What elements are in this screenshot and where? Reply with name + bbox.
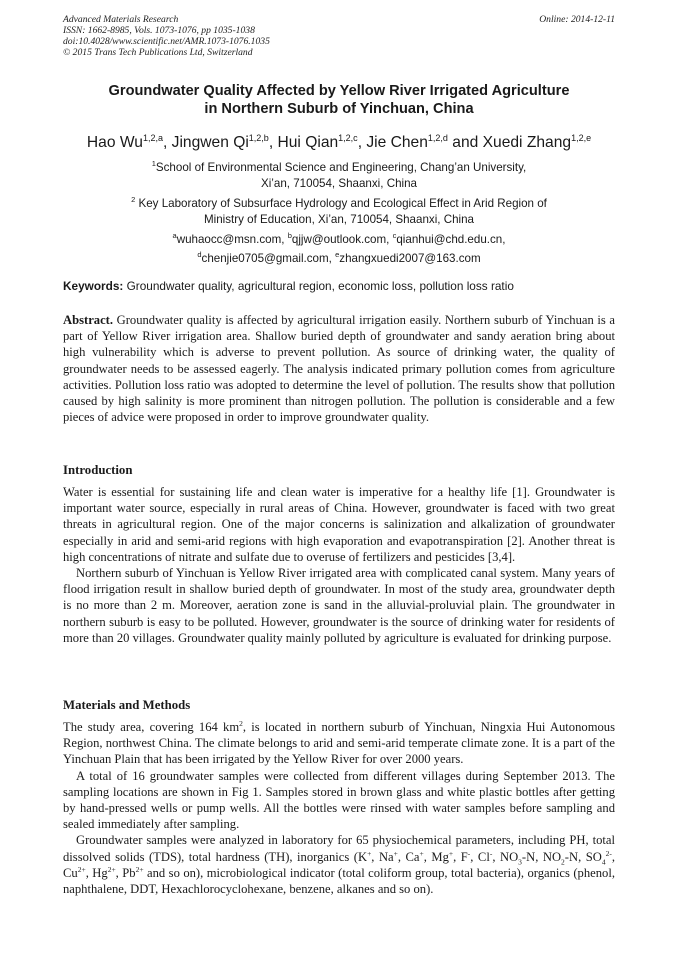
introduction-body bbox=[63, 484, 615, 646]
paper-title bbox=[40, 82, 638, 118]
affiliation-2 bbox=[60, 192, 618, 228]
author-name: Xuedi Zhang bbox=[482, 134, 572, 152]
author-emails: $^a$wuhaocc@msn.com, $^b$qjjw@outlook.com, $^c$qianhui@chd.edu.cn, $^d$chenjie0705@gmail.com, $^e$zhangxuedi2007@163.com bbox=[172, 231, 506, 266]
paragraph: The study area, covering 164 $km^2$, is located in northern suburb of Yinchuan, Ningxia Hui Autonomous Region, northwest China. The climate belongs to arid and semi-arid temperate climate zone. It is a part of the Yinchuan Plain that has been irrigated by the Yellow River for over 2000 years. bbox=[63, 718, 615, 767]
doi-line: doi:10.4028/www.scientific.net/AMR.1073-1076.1035 bbox=[63, 36, 270, 47]
author-affil-sup: 1,2,e bbox=[571, 133, 592, 143]
keywords-line bbox=[63, 278, 615, 294]
paragraph: Water is essential for sustaining life and clean water is imperative for a healthy life [1]. Groundwater is important water source, especially in rural areas of China. However, groundwater is faced with two great threats in agricultural region. One of the major concerns is salinization and alkalization of groundwater especially in arid and semi-arid regions with high evaporation and evapotranspiration [2]. Another threat is high concentrations of nitrate and sulfate due to overuse of fertilizers and pesticides [3,4]. bbox=[63, 485, 615, 564]
online-date: Online: 2014-12-11 bbox=[539, 14, 615, 25]
author-name: Jingwen Qi bbox=[171, 134, 249, 152]
abstract-label: Abstract. bbox=[63, 313, 114, 327]
author-list bbox=[30, 128, 648, 153]
issn-line: ISSN: 1662-8985, Vols. 1073-1076, pp 1035-1038 bbox=[63, 25, 255, 36]
section-heading-methods: Materials and Methods bbox=[63, 698, 191, 712]
affiliation-text: Xi’an, 710054, Shaanxi, China bbox=[261, 176, 417, 190]
keywords-label: Keywords: bbox=[63, 279, 124, 293]
email-link[interactable]: zhangxuedi2007@163.com bbox=[339, 252, 481, 266]
methods-body bbox=[63, 719, 615, 897]
author-separator: , bbox=[162, 134, 172, 152]
paragraph: Northern suburb of Yinchuan is Yellow River irrigated area with complicated canal system. Many years of flood irrigation result in shallow buried depth of groundwater. In most of the study area, groundwater depth is no more than 2 m. Moreover, aeration zone is sand in the alluvial-proluvial plain. The groundwater in northern suburb is easy to be polluted. However, groundwater is the source of drinking water for residents of more than 20 villages. Groundwater quality mainly polluted by agriculture is evaluated for drinking purpose. bbox=[63, 566, 615, 645]
author-name: Jie Chen bbox=[366, 134, 428, 152]
author-name: Hao Wu bbox=[86, 134, 143, 152]
author-separator: , bbox=[268, 134, 278, 152]
author-affil-sup: 1,2,d bbox=[427, 133, 448, 143]
author-affil-sup: 1,2,c bbox=[338, 133, 358, 143]
title-line-2: in Northern Suburb of Yinchuan, China bbox=[204, 101, 474, 117]
author-separator: , bbox=[357, 134, 367, 152]
author-affil-sup: 1,2,a bbox=[142, 133, 163, 143]
paragraph: A total of 16 groundwater samples were collected from different villages during September 2013. The sampling locations are shown in Fig 1. Samples stored in brown glass and white plastic bottles after getting by hand-pressed wells or pump wells. All the bottles were rinsed with water samples before sampling and sealed immediately after sampling. bbox=[63, 768, 615, 832]
email-link[interactable]: wuhaocc@msn.com, bbox=[176, 232, 285, 246]
keywords-text: Groundwater quality, agricultural region, economic loss, pollution loss ratio bbox=[123, 279, 514, 293]
affiliation-text: Ministry of Education, Xi’an, 710054, Shaanxi, China bbox=[203, 212, 475, 226]
affiliation-text: School of Environmental Science and Engineering, Chang’an University, bbox=[155, 160, 527, 174]
publication-header bbox=[63, 14, 615, 58]
affiliation-num: 1 bbox=[151, 159, 156, 168]
email-link[interactable]: chenjie0705@gmail.com, bbox=[201, 252, 332, 266]
title-line-1: Groundwater Quality Affected by Yellow River Irrigated Agriculture bbox=[108, 83, 570, 99]
email-link[interactable]: qianhui@chd.edu.cn, bbox=[396, 232, 506, 246]
email-link[interactable]: qjjw@outlook.com, bbox=[291, 232, 390, 246]
author-and: and bbox=[447, 134, 483, 152]
author-affil-sup: 1,2,b bbox=[248, 133, 269, 143]
affiliation-1 bbox=[60, 156, 618, 192]
abstract bbox=[63, 312, 615, 425]
affiliation-text: Key Laboratory of Subsurface Hydrology and Ecological Effect in Arid Region of bbox=[135, 196, 547, 210]
affiliation-num: 2 bbox=[131, 195, 136, 204]
abstract-text: Groundwater quality is affected by agricultural irrigation easily. Northern suburb of Yinchuan is a part of Yellow River irrigation area. Shallow buried depth of groundwater and sandy aeration bring about high vulnerability which is adverse to prevent pollution. As source of drinking water, the quality of groundwater needs to be assessed eagerly. The analysis indicated primary pollution comes from agriculture activities. Pollution loss ratio was adopted to determine the level of pollution. The results show that pollution caused by high salinity is more prominent than nitrogen pollution. The pollution is considerable and a few pieces of advice were proposed in order to improve groundwater quality. bbox=[63, 313, 615, 425]
author-name: Hui Qian bbox=[277, 134, 339, 152]
section-heading-introduction: Introduction bbox=[63, 463, 133, 477]
paragraph: Groundwater samples were analyzed in laboratory for 65 physiochemical parameters, including PH, total dissolved solids (TDS), total hardness (TH), inorganics (K+, Na+, Ca+, Mg+, F-, Cl-, $NO_3-N$, $NO_2-N$, $SO_4^{2-}$, $Cu^{2+}$, $Hg^{2+}$, $Pb^{2+}$ and so on), microbiological indicator (total coliform group, total bacteria), organics (phenol, naphthalene, DDT, Hexachlorocyclohexane, benzene, alkanes and so on). bbox=[63, 833, 615, 897]
copyright-line: © 2015 Trans Tech Publications Ltd, Switzerland bbox=[63, 47, 253, 58]
journal-name: Advanced Materials Research bbox=[63, 14, 179, 25]
